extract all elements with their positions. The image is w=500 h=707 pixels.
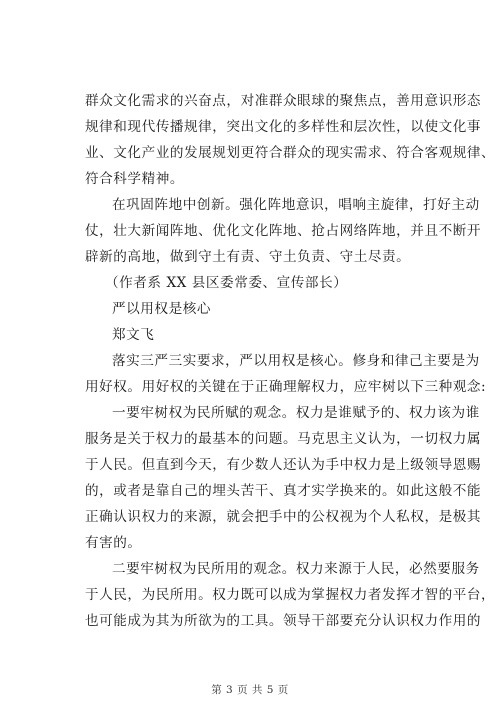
text-line: 符合科学精神。 [85, 171, 185, 187]
text-line: 业、文化产业的发展规划更符合群众的现实需求、符合客观规律、 [85, 145, 496, 161]
text-line: 群众文化需求的兴奋点，对准群众眼球的聚焦点，善用意识形态 [85, 93, 482, 109]
text-line: 二要牢树权为民所用的观念。权力来源于人民，必然要服务 [112, 561, 480, 577]
text-line: 于人民。但直到今天，有少数人还认为手中权力是上级领导恩赐 [85, 457, 482, 473]
text-line: 的，或者是靠自己的埋头苦干、真才实学换来的。如此这般不能 [85, 483, 482, 499]
text-line: 服务是关于权力的最基本的问题。马克思主义认为，一切权力属 [85, 431, 482, 447]
text-line: 郑文飞 [112, 327, 155, 343]
text-line: 于人民，为民所用。权力既可以成为掌握权力者发挥才智的平台， [85, 587, 496, 603]
text-line: 落实三严三实要求，严以用权是核心。修身和律己主要是为 [112, 353, 480, 369]
paragraph-point-one [85, 400, 482, 556]
paragraph-point-two [85, 556, 496, 634]
text-line: 用好权。用好权的关键在于正确理解权力，应牢树以下三种观念: [85, 379, 487, 395]
text-line: 规律和现代传播规律，突出文化的多样性和层次性，以使文化事 [85, 119, 482, 135]
text-line: 有害的。 [85, 535, 142, 551]
text-line: 正确认识权力的来源，就会把手中的公权视为个人私权，是极其 [85, 509, 482, 525]
paragraph-continuation [85, 88, 496, 192]
text-line: 在巩固阵地中创新。强化阵地意识，唱响主旋律，打好主动 [112, 197, 480, 213]
article-author [85, 322, 420, 348]
text-line: 仗，壮大新闻阵地、优化文化阵地、抢占网络阵地，并且不断开 [85, 223, 482, 239]
document-body [85, 88, 496, 634]
paragraph-innovation [85, 192, 482, 270]
page-number-footer: 第 3 页 共 5 页 [211, 684, 289, 696]
text-line: 也可能成为其为所欲为的工具。领导干部要充分认识权力作用的 [85, 613, 482, 629]
author-note [85, 270, 420, 296]
paragraph-intro [85, 348, 487, 400]
text-line: （作者系 XX 县区委常委、宣传部长） [105, 275, 348, 291]
text-line: 一要牢树权为民所赋的观念。权力是谁赋予的、权力该为谁 [112, 405, 480, 421]
text-line: 严以用权是核心 [112, 301, 212, 317]
article-title [85, 296, 420, 322]
text-line: 辟新的高地，做到守土有责、守土负责、守土尽责。 [85, 249, 411, 265]
